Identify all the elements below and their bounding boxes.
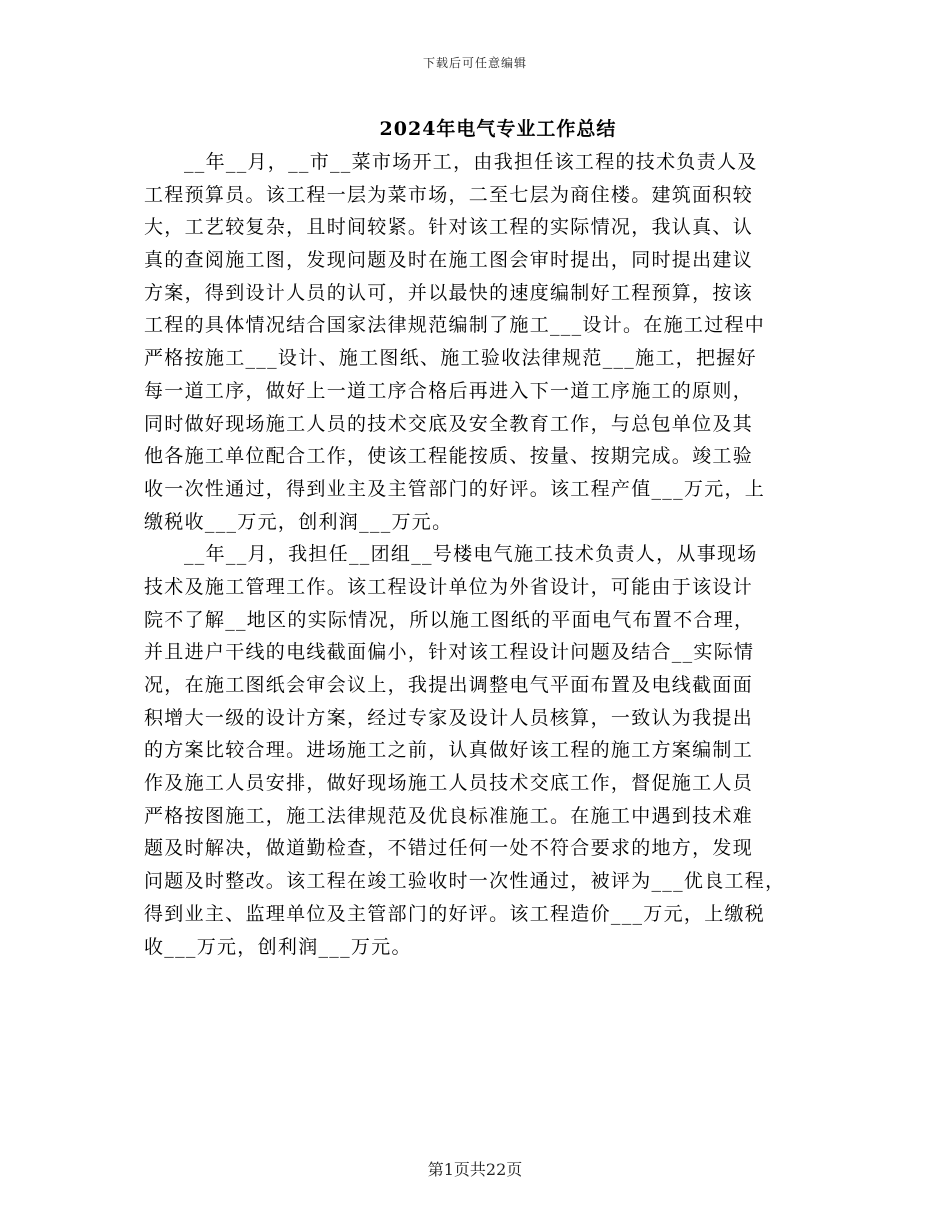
paragraph-line: 得到业主、监理单位及主管部门的好评。该工程造价___万元，上缴税	[144, 902, 766, 925]
paragraph-line: 积增大一级的设计方案，经过专家及设计人员核算，一致认为我提出	[144, 706, 754, 729]
paragraph-line: __年__月，我担任__团组__号楼电气施工技术负责人，从事现场	[184, 543, 758, 566]
paragraph-line: 题及时解决，做道勤检查，不错过任何一处不符合要求的地方，发现	[144, 837, 754, 860]
paragraph-line: 技术及施工管理工作。该工程设计单位为外省设计，可能由于该设计	[144, 575, 754, 598]
paragraph-line: 真的查阅施工图，发现问题及时在施工图会审时提出，同时提出建议	[144, 249, 754, 272]
paragraph-line: 况，在施工图纸会审会议上，我提出调整电气平面布置及电线截面面	[144, 674, 754, 696]
paragraph-line: 他各施工单位配合工作，使该工程能按质、按量、按期完成。竣工验	[144, 445, 754, 468]
paragraph-line: 方案，得到设计人员的认可，并以最快的速度编制好工程预算，按该	[144, 281, 754, 304]
paragraph-line: 严格按施工___设计、施工图纸、施工验收法律规范___施工，把握好	[144, 347, 757, 370]
paragraph-line: 收___万元，创利润___万元。	[144, 935, 412, 958]
paragraph-line: 每一道工序，做好上一道工序合格后再进入下一道工序施工的原则，	[144, 379, 754, 402]
paragraph-line: 院不了解__地区的实际情况，所以施工图纸的平面电气布置不合理，	[144, 608, 755, 631]
paragraph-line: 同时做好现场施工人员的技术交底及安全教育工作，与总包单位及其	[144, 412, 754, 435]
paragraph-line: 大，工艺较复杂，且时间较紧。针对该工程的实际情况，我认真、认	[144, 216, 754, 239]
header-note: 下载后可任意编辑	[422, 56, 527, 70]
paragraph-line: 工程的具体情况结合国家法律规范编制了施工___设计。在施工过程中	[144, 314, 766, 337]
paragraph-line: 收一次性通过，得到业主及主管部门的好评。该工程产值___万元，上	[144, 477, 766, 500]
paragraph-line: 问题及时整改。该工程在竣工验收时一次性通过，被评为___优良工程，	[144, 870, 786, 893]
document-title: 2024年电气专业工作总结	[379, 118, 617, 140]
paragraph-line: 并且进户干线的电线截面偏小，针对该工程设计问题及结合__实际情	[144, 641, 755, 664]
page-number-footer: 第1页共22页	[427, 1160, 523, 1179]
paragraph-line: 严格按图施工，施工法律规范及优良标准施工。在施工中遇到技术难	[144, 804, 754, 827]
paragraph-line: __年__月，__市__菜市场开工，由我担任该工程的技术负责人及	[184, 151, 758, 173]
document-body	[144, 146, 804, 963]
paragraph-line: 工程预算员。该工程一层为菜市场，二至七层为商住楼。建筑面积较	[144, 183, 754, 206]
paragraph-line: 缴税收___万元，创利润___万元。	[144, 510, 453, 533]
paragraph-line: 作及施工人员安排，做好现场施工人员技术交底工作，督促施工人员	[144, 772, 754, 795]
paragraph-line: 的方案比较合理。进场施工之前，认真做好该工程的施工方案编制工	[144, 739, 754, 762]
